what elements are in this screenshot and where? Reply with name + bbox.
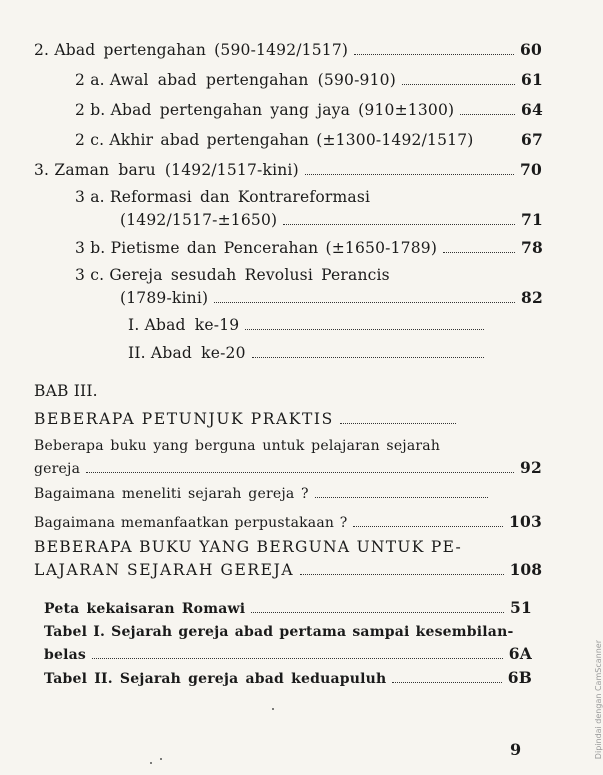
scanner-watermark: Dipindai dengan CamScanner (594, 640, 603, 760)
toc-page-number: 92 (520, 458, 542, 477)
toc-page-number: 82 (521, 288, 543, 307)
toc-number: 2. (34, 41, 50, 59)
toc-entry-buku-line1 (34, 438, 440, 454)
toc-entry-3c-line1 (75, 266, 543, 284)
dot-leader (402, 83, 515, 85)
toc-number: 3 b. (75, 239, 106, 257)
toc-page-number: 60 (520, 40, 542, 59)
toc-title-continued: gereja (34, 461, 81, 477)
toc-entry-3c-I (128, 316, 490, 334)
toc-title: Abad pertengahan (590-1492/1517) (54, 41, 349, 59)
toc-title: Beberapa buku yang berguna untuk pelajaran sejarah (34, 438, 441, 454)
toc-entry-3c-II (128, 344, 490, 362)
toc-title: Tabel I. Sejarah gereja abad pertama sampai kesembilan- (44, 624, 514, 640)
chapter-heading (34, 382, 98, 400)
toc-page-number: 61 (521, 70, 543, 89)
toc-title: Tabel II. Sejarah gereja abad keduapuluh (44, 671, 387, 687)
toc-title: Zaman baru (1492/1517-kini) (54, 161, 299, 179)
toc-title: Bagaimana meneliti sejarah gereja ? (34, 486, 309, 502)
toc-title: Reformasi dan Kontrareformasi (109, 188, 371, 206)
toc-number: 3. (34, 161, 50, 179)
toc-entry-3c-line2 (120, 288, 543, 307)
toc-page-number: 6A (508, 644, 532, 663)
toc-entry-tabel2 (44, 668, 532, 687)
dot-leader (315, 496, 488, 498)
toc-title-continued: (1492/1517-±1650) (120, 211, 278, 229)
toc-entry-2 (34, 40, 542, 59)
toc-page-number: 6B (507, 668, 532, 687)
toc-page-number: 108 (509, 560, 542, 579)
toc-entry-3b (75, 238, 543, 257)
dot-leader (340, 422, 456, 424)
toc-title: Bagaimana memanfaatkan perpustakaan ? (34, 515, 348, 531)
toc-entry-2c (75, 130, 543, 149)
toc-number: 3 a. (75, 188, 105, 206)
scan-speck (150, 762, 152, 764)
toc-title: Abad pertengahan yang jaya (910±1300) (110, 101, 455, 119)
toc-page-number: 78 (521, 238, 543, 257)
page-number: 9 (510, 740, 522, 759)
toc-entry-2a (75, 70, 543, 89)
toc-entry-3a-line2 (120, 210, 543, 229)
toc-title: Akhir abad pertengahan (±1300-1492/1517) (109, 131, 474, 149)
toc-entry-peta (44, 598, 532, 617)
toc-page-number: 64 (521, 100, 543, 119)
dot-leader (443, 251, 515, 253)
toc-entry-beberapa-buku-line1 (34, 538, 462, 556)
toc-title: Abad ke-20 (150, 344, 246, 362)
toc-entry-meneliti (34, 486, 494, 502)
dot-leader (353, 525, 503, 527)
toc-number: I. (128, 316, 140, 334)
toc-entry-beberapa-buku-line2 (34, 560, 542, 579)
toc-title: Awal abad pertengahan (590-910) (109, 71, 396, 89)
dot-leader (300, 573, 503, 575)
toc-entry-tabel1-line1 (44, 624, 513, 640)
toc-page-number: 67 (521, 130, 543, 149)
dot-leader (354, 53, 514, 55)
dot-leader (305, 173, 514, 175)
toc-title: BEBERAPA BUKU YANG BERGUNA UNTUK PE- (34, 538, 463, 556)
toc-page-number: 70 (520, 160, 542, 179)
dot-leader (245, 328, 484, 330)
toc-entry-petunjuk (34, 410, 462, 428)
toc-number: 2 b. (75, 101, 106, 119)
dot-leader (392, 681, 501, 683)
toc-title: Gereja sesudah Revolusi Perancis (109, 266, 390, 284)
dot-leader (86, 471, 514, 473)
toc-title: Peta kekaisaran Romawi (44, 601, 246, 617)
toc-entry-3 (34, 160, 542, 179)
toc-title-continued: LAJARAN SEJARAH GEREJA (34, 561, 295, 579)
dot-leader (460, 113, 515, 115)
toc-number: 2 a. (75, 71, 105, 89)
dot-leader (251, 611, 504, 613)
toc-title: Pietisme dan Pencerahan (±1650-1789) (110, 239, 438, 257)
toc-title-continued: belas (44, 647, 86, 663)
toc-number: 2 c. (75, 131, 105, 149)
dot-leader (252, 356, 484, 358)
chapter-label: BAB III. (34, 382, 98, 400)
toc-title: BEBERAPA PETUNJUK PRAKTIS (34, 410, 334, 428)
dot-leader (480, 143, 515, 145)
toc-number: II. (128, 344, 146, 362)
toc-entry-perpustakaan (34, 512, 542, 531)
toc-title-continued: (1789-kini) (120, 289, 209, 307)
dot-leader (214, 301, 515, 303)
toc-page-number: 51 (510, 598, 532, 617)
toc-number: 3 c. (75, 266, 105, 284)
toc-entry-tabel1-line2 (44, 644, 532, 663)
toc-entry-2b (75, 100, 543, 119)
dot-leader (283, 223, 515, 225)
toc-page-number: 71 (521, 210, 543, 229)
toc-page-number: 103 (509, 512, 542, 531)
toc-title: Abad ke-19 (144, 316, 240, 334)
scan-speck (160, 758, 162, 760)
toc-entry-3a-line1 (75, 188, 543, 206)
toc-entry-buku-line2 (34, 458, 542, 477)
dot-leader (92, 657, 503, 659)
scan-speck (272, 708, 274, 710)
